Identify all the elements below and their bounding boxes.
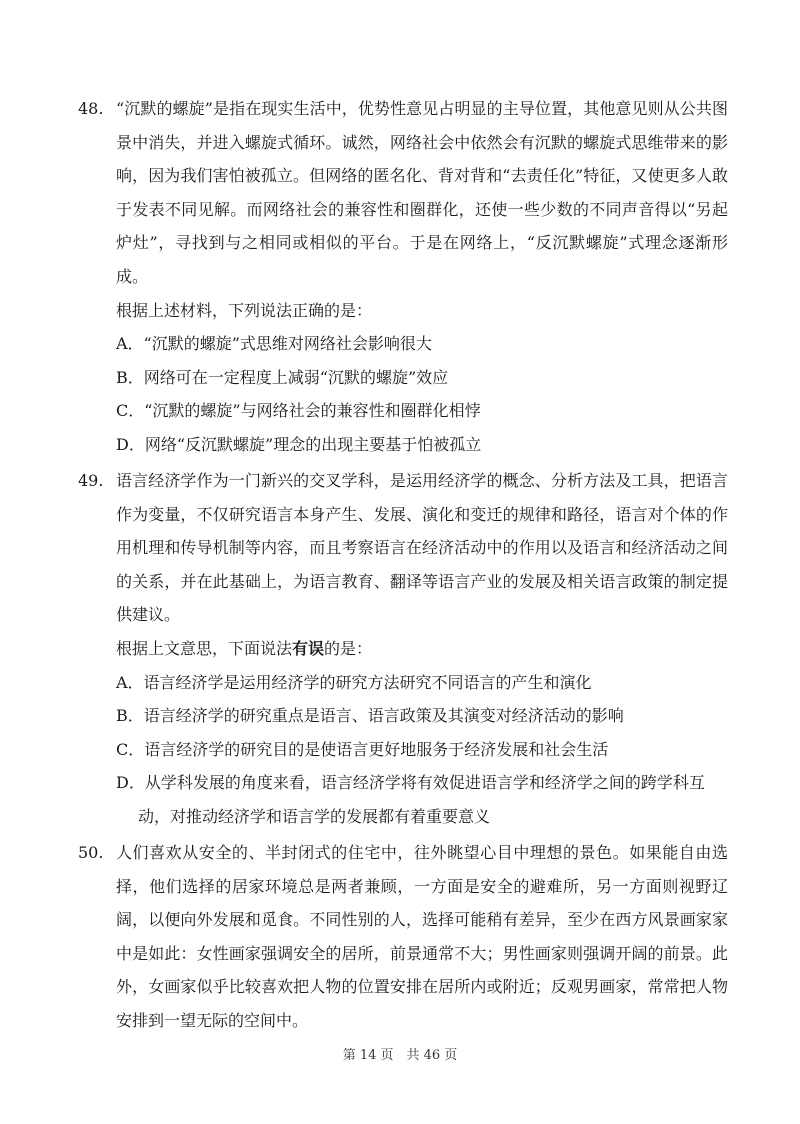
question-number: 50. [78,843,104,862]
page-footer: 第 14 页 共 46 页 [342,1048,458,1063]
question-stem: 人们喜欢从安全的、半封闭式的住宅中，往外眺望心目中理想的景色。如果能自由选择，他们选择的居家环境总是两者兼顾，一方面是安全的避难所，另一方面则视野辽阔，以便向外发展和觅食。不同性别的人，选择可能稍有差异，至少在西方风景画家家中是如此：女性画家强调安全的居所，前景通常不大；男性画家则强调开阔的前景。此外，女画家似乎比较喜欢把人物的位置安排在居所内或附近；反观男画家，常常把人物安排到一望无际的空间中。 [116,843,728,1030]
question-49 [78,464,728,834]
question-stem: “沉默的螺旋”是指在现实生活中，优势性意见占明显的主导位置，其他意见则从公共图景中消失，并进入螺旋式循环。诚然，网络社会中依然会有沉默的螺旋式思维带来的影响，因为我们害怕被孤立。但网络的匿名化、背对背和“去责任化”特征，又使更多人敢于发表不同见解。而网络社会的兼容性和圈群化，还使一些少数的不同声音得以“另起炉灶”，寻找到与之相同或相似的平台。于是在网络上，“反沉默螺旋”式理念逐渐形成。 [116,99,728,286]
option-d: D．从学科发展的角度来看，语言经济学将有效促进语言学和经济学之间的跨学科互动，对推动经济学和语言学的发展都有着重要意义 [116,773,705,826]
question-50 [78,836,728,1038]
option-b: B．语言经济学的研究重点是语言、语言政策及其演变对经济活动的影响 [116,706,624,726]
option-d: D．网络“反沉默螺旋”理念的出现主要基于怕被孤立 [116,434,482,454]
question-stem: 语言经济学作为一门新兴的交叉学科，是运用经济学的概念、分析方法及工具，把语言作为变量，不仅研究语言本身产生、发展、演化和变迁的规律和路径，语言对个体的作用机理和传导机制等内容，而且考察语言在经济活动中的作用以及语言和经济活动之间的关系，并在此基础上，为语言教育、翻译等语言产业的发展及相关语言政策的制定提供建议。 [116,471,728,625]
option-c: C．“沉默的螺旋”与网络社会的兼容性和圈群化相悖 [116,401,481,421]
option-b: B．网络可在一定程度上减弱“沉默的螺旋”效应 [116,367,449,387]
question-number: 49. [78,471,104,490]
prompt-emphasis: 有误 [292,638,325,658]
option-c: C．语言经济学的研究目的是使语言更好地服务于经济发展和社会生活 [116,739,609,759]
option-a: A．“沉默的螺旋”式思维对网络社会影响很大 [116,334,432,354]
question-48 [78,92,728,462]
question-number: 48. [78,99,104,118]
question-prompt: 根据上述材料，下列说法正确的是： [116,300,373,320]
prompt-text-end: 的是： [324,638,373,658]
option-a: A．语言经济学是运用经济学的研究方法研究不同语言的产生和演化 [116,672,592,692]
question-prompt [116,632,728,666]
prompt-text: 根据上文意思，下面说法 [116,638,293,658]
